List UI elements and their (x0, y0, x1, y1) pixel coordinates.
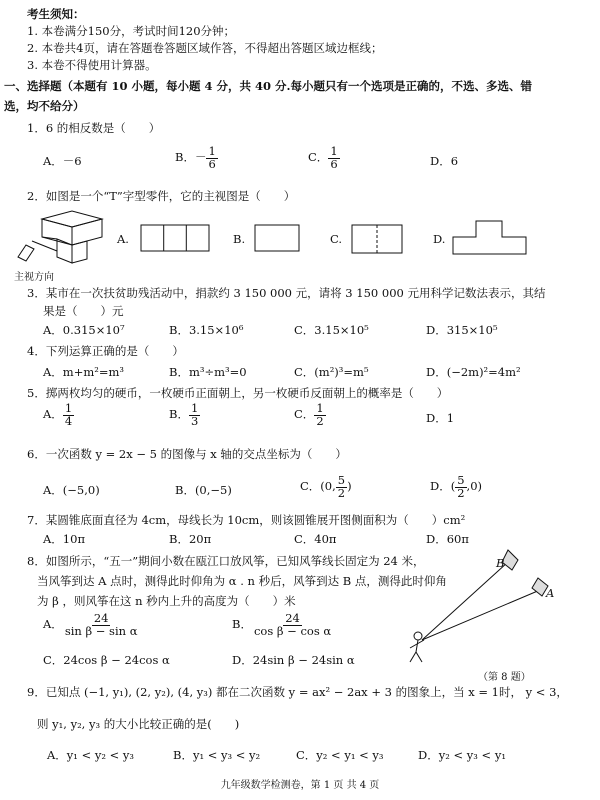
q7-option-c: C．40π (294, 532, 337, 546)
q2-option-a: A. (117, 232, 129, 246)
q9-option-c: C．y₂ < y₁ < y₃ (296, 748, 384, 762)
q9-stem: 9．已知点 (−1, y₁), (2, y₂), (4, y₃) 都在二次函数 y = ax² − 2ax + 3 的图象上，当 x = 1时， y < 3， (27, 685, 568, 699)
kite-label-a: A (546, 586, 555, 600)
q2-option-c-figure (351, 224, 403, 256)
q8-stem: 8．如图所示，“五一”期间小数在瓯江口放风筝，已知风筝线长固定为 24 米， (27, 554, 425, 568)
q8-stem-cont-2: 为 β ，则风筝在这 n 秒内上升的高度为（ ）米 (37, 594, 296, 608)
q5-option-b: B． $\frac{1}{3}$ (169, 401, 199, 428)
q8-figure-caption: （第 8 题） (478, 672, 531, 683)
q4-stem: 4．下列运算正确的是（ ） (27, 344, 184, 358)
q3-option-d: D．315×10⁵ (426, 323, 498, 337)
q4-option-a: A．m+m²=m³ (43, 365, 125, 379)
q9-option-a: A．y₁ < y₂ < y₃ (47, 748, 135, 762)
q2-option-b: B. (233, 232, 246, 246)
notice-title: 考生须知： (27, 7, 85, 21)
q7-option-a: A．10π (43, 532, 85, 546)
q6-option-c: C．(0, $\frac{5}{2}$ ) (300, 473, 352, 500)
q1-option-c: C． $\frac{1}{6}$ (308, 144, 338, 171)
notice-1: 1. 本卷满分150分，考试时间120分钟； (27, 24, 236, 38)
q1-option-a: A．－6 (43, 154, 82, 168)
q1-stem: 1．6 的相反数是（ ） (27, 121, 161, 135)
q6-option-b: B．(0,−5) (175, 483, 232, 497)
page-footer: 九年级数学检测卷，第 1 页 共 4 页 (220, 780, 380, 791)
kite-figure (400, 540, 560, 675)
section-title-cont: 选，均不给分） (4, 99, 85, 113)
q3-stem: 3．某市在一次扶贫助残活动中，捐款约 3 150 000 元，请将 3 150 000 元用科学记数法表示，其结 (27, 286, 546, 300)
q4-option-d: D．(−2m)²=4m² (426, 365, 521, 379)
q8-stem-cont-1: 当风筝到达 A 点时，测得此时仰角为 α . n 秒后，风筝到达 B 点，测得此时仰角 (37, 574, 447, 588)
q1-option-d: D．6 (430, 154, 459, 168)
q2-option-b-figure (254, 224, 300, 254)
q2-stem: 2．如图是一个“T”字型零件，它的主视图是（ ） (27, 189, 296, 203)
q8-option-d: D．24sin β − 24sin α (232, 653, 355, 667)
q5-option-c: C． $\frac{1}{2}$ (294, 401, 324, 428)
view-direction-label: 主视方向 (14, 272, 54, 283)
q7-stem: 7．某圆锥底面直径为 4cm，母线长为 10cm，则该圆锥展开图侧面积为（ ）cm² (27, 513, 466, 527)
q7-option-b: B．20π (169, 532, 212, 546)
q2-option-a-figure (140, 224, 210, 254)
q6-stem: 6．一次函数 y = 2x − 5 的图像与 x 轴的交点坐标为（ ） (27, 447, 347, 461)
q8-option-b: B． $\frac{24}{\text{cos β − cos α}}$ (232, 611, 332, 638)
notice-2: 2. 本卷共4页，请在答题卷答题区域作答，不得超出答题区域边框线； (27, 41, 383, 55)
q3-option-c: C．3.15×10⁵ (294, 323, 369, 337)
q5-option-a: A． $\frac{1}{4}$ (43, 401, 73, 428)
kite-label-b: B (496, 556, 505, 570)
q2-option-d-figure (452, 220, 528, 256)
q8-option-a: A． $\frac{24}{\text{sin β − sin α}}$ (43, 611, 138, 638)
notice-3: 3. 本卷不得使用计算器。 (27, 58, 157, 72)
q3-option-a: A．0.315×10⁷ (43, 323, 125, 337)
q9-option-b: B．y₁ < y₃ < y₂ (173, 748, 261, 762)
t-part-figure (12, 205, 112, 277)
q3-option-b: B．3.15×10⁶ (169, 323, 244, 337)
q5-option-d: D．1 (426, 411, 455, 425)
q5-stem: 5．掷两枚均匀的硬币，一枚硬币正面朝上，另一枚硬币反面朝上的概率是（ ） (27, 386, 449, 400)
q6-option-a: A．(−5,0) (43, 483, 100, 497)
q3-stem-cont: 果是（ ）元 (43, 304, 124, 318)
q2-option-d: D. (433, 232, 446, 246)
q4-option-c: C．(m²)³=m⁵ (294, 365, 369, 379)
q6-option-d: D．( $\frac{5}{2}$ ,0) (430, 473, 483, 500)
section-title: 一、选择题（本题有 10 小题，每小题 4 分，共 40 分.每小题只有一个选项是正确的，不选、多选、错 (4, 79, 533, 93)
q9-stem-cont: 则 y₁, y₂, y₃ 的大小比较正确的是( ) (37, 717, 240, 731)
q2-option-c: C. (330, 232, 343, 246)
q8-option-c: C．24cos β − 24cos α (43, 653, 170, 667)
q4-option-b: B．m³÷m³=0 (169, 365, 247, 379)
q1-option-b: B．－ $\frac{1}{6}$ (175, 144, 216, 171)
q9-option-d: D．y₂ < y₃ < y₁ (418, 748, 506, 762)
q7-option-d: D．60π (426, 532, 469, 546)
